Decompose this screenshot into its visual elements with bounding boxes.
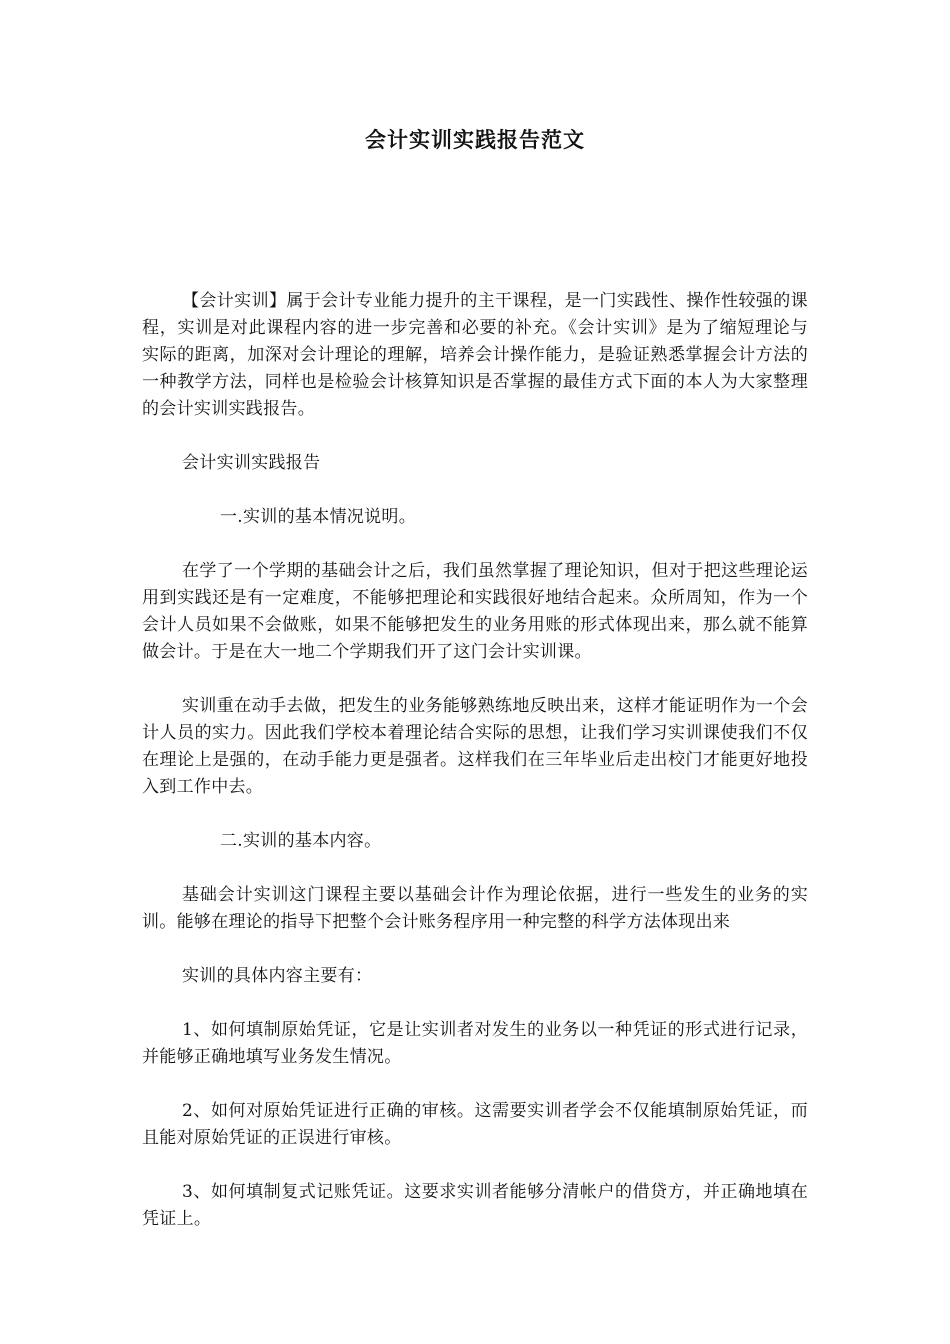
list-item-3: 3、如何填制复式记账凭证。这要求实训者能够分清帐户的借贷方，并正确地填在凭证上。 <box>142 1182 808 1229</box>
content-intro: 实训的具体内容主要有： <box>182 966 373 986</box>
document-title: 会计实训实践报告范文 <box>365 127 585 152</box>
section2-heading: 二.实训的基本内容。 <box>220 831 382 851</box>
document-body <box>142 288 808 1260</box>
section1-paragraph-1: 在学了一个学期的基础会计之后，我们虽然掌握了理论知识，但对于把这些理论运用到实践还是有一定难度，不能够把理论和实践很好地结合起来。众所周知，作为一个会计人员如果不会做账，如果不能够把发生的业务用账的形式体现出来，那么就不能算做会计。于是在大一地二个学期我们开了这门会计实训课。 <box>142 561 808 662</box>
report-label: 会计实训实践报告 <box>182 453 321 473</box>
section1-paragraph-2: 实训重在动手去做，把发生的业务能够熟练地反映出来，这样才能证明作为一个会计人员的实力。因此我们学校本着理论结合实际的思想，让我们学习实训课使我们不仅在理论上是强的，在动手能力更是强者。这样我们在三年毕业后走出校门才能更好地投入到工作中去。 <box>142 696 808 797</box>
section1-heading: 一.实训的基本情况说明。 <box>220 507 417 527</box>
section2-paragraph-1: 基础会计实训这门课程主要以基础会计作为理论依据，进行一些发生的业务的实训。能够在理论的指导下把整个会计账务程序用一种完整的科学方法体现出来 <box>142 885 808 932</box>
intro-paragraph: 【会计实训】属于会计专业能力提升的主干课程，是一门实践性、操作性较强的课程，实训是对此课程内容的进一步完善和必要的补充。《会计实训》是为了缩短理论与实际的距离，加深对会计理论的理解，培养会计操作能力，是验证熟悉掌握会计方法的一种教学方法，同样也是检验会计核算知识是否掌握的最佳方式下面的本人为大家整理的会计实训实践报告。 <box>142 291 808 419</box>
list-item-2: 2、如何对原始凭证进行正确的审核。这需要实训者学会不仅能填制原始凭证，而且能对原始凭证的正误进行审核。 <box>142 1101 808 1148</box>
list-item-1: 1、如何填制原始凭证，它是让实训者对发生的业务以一种凭证的形式进行记录，并能够正确地填写业务发生情况。 <box>142 1020 808 1067</box>
